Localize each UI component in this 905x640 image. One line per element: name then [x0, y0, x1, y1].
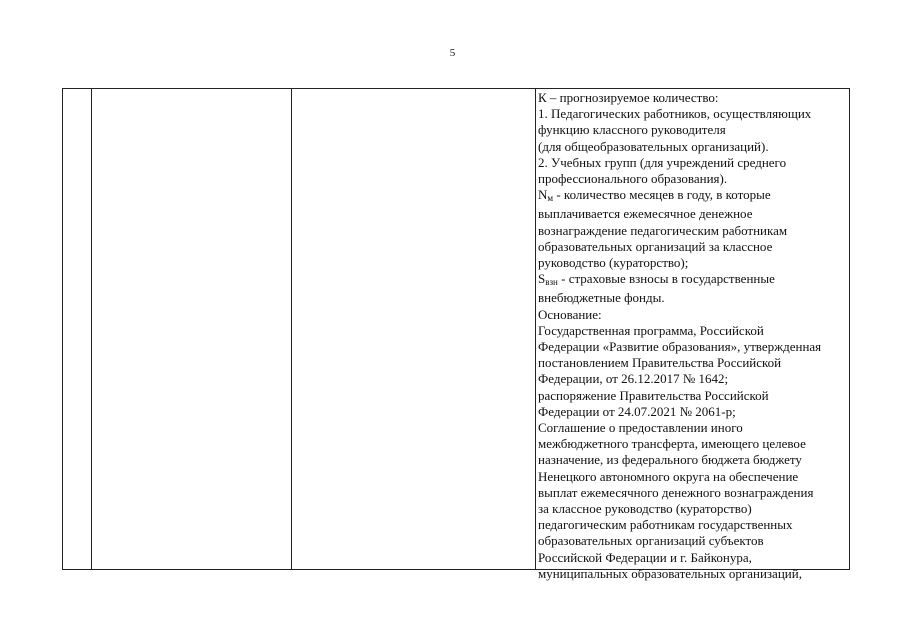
text-line: муниципальных образовательных организаций, [538, 565, 802, 581]
text-line: вознаграждение педагогическим работникам [538, 222, 788, 238]
text-line: 1. Педагогических работников, осуществляющих [538, 106, 812, 122]
text-line: назначение, из федерального бюджета бюджету [538, 452, 802, 468]
text-line: К – прогнозируемое количество: [538, 90, 719, 105]
text-line: образовательных организаций субъектов [538, 533, 764, 549]
text-line: внебюджетные фонды. [538, 290, 665, 306]
subscript-vzn: взн [545, 277, 558, 288]
subscript-m: м [547, 193, 554, 204]
text-line: Федерации, от 26.12.2017 № 1642; [538, 371, 729, 387]
symbol-n: N [538, 187, 548, 203]
text-line: Российской Федерации и г. Байконура, [538, 549, 752, 565]
text-line: постановлением Правительства Российской [538, 355, 782, 371]
text-line: распоряжение Правительства Российской [538, 387, 769, 403]
column-divider-1 [91, 89, 92, 569]
column-divider-3 [535, 89, 536, 569]
text-line: 2. Учебных групп (для учреждений среднего [538, 154, 787, 170]
text-line: функцию классного руководителя [538, 122, 726, 138]
text-line: руководство (кураторство); [538, 255, 689, 271]
text-line: межбюджетного трансферта, имеющего целевое [538, 436, 806, 452]
text-line: Основание: [538, 306, 602, 322]
nm-definition: - количество месяцев в году, в которые [553, 187, 771, 203]
text-line: (для общеобразовательных организаций). [538, 138, 769, 154]
text-line: Федерации «Развитие образования», утвержденная [538, 339, 822, 355]
text-line: Государственная программа, Российской [538, 322, 764, 338]
text-line: Соглашение о предоставлении иного [538, 420, 743, 436]
description-cell [538, 90, 848, 582]
text-line-svzn [538, 271, 848, 290]
text-line: Ненецкого автономного округа на обеспечение [538, 468, 799, 484]
text-line: образовательных организаций за классное [538, 238, 773, 254]
document-table [62, 88, 850, 581]
text-line: Федерации от 24.07.2021 № 2061-р; [538, 403, 736, 419]
text-line: профессионального образования). [538, 171, 728, 187]
text-line: выплачивается ежемесячное денежное [538, 206, 753, 222]
column-divider-2 [291, 89, 292, 569]
text-line: за классное руководство (кураторство) [538, 501, 752, 517]
text-line: педагогическим работникам государственных [538, 517, 793, 533]
page-number: 5 [449, 47, 456, 59]
symbol-s: S [538, 271, 546, 287]
text-line-nm [538, 187, 848, 206]
text-line: выплат ежемесячного денежного вознаграждения [538, 484, 814, 500]
svzn-definition: - страховые взносы в государственные [557, 271, 775, 287]
